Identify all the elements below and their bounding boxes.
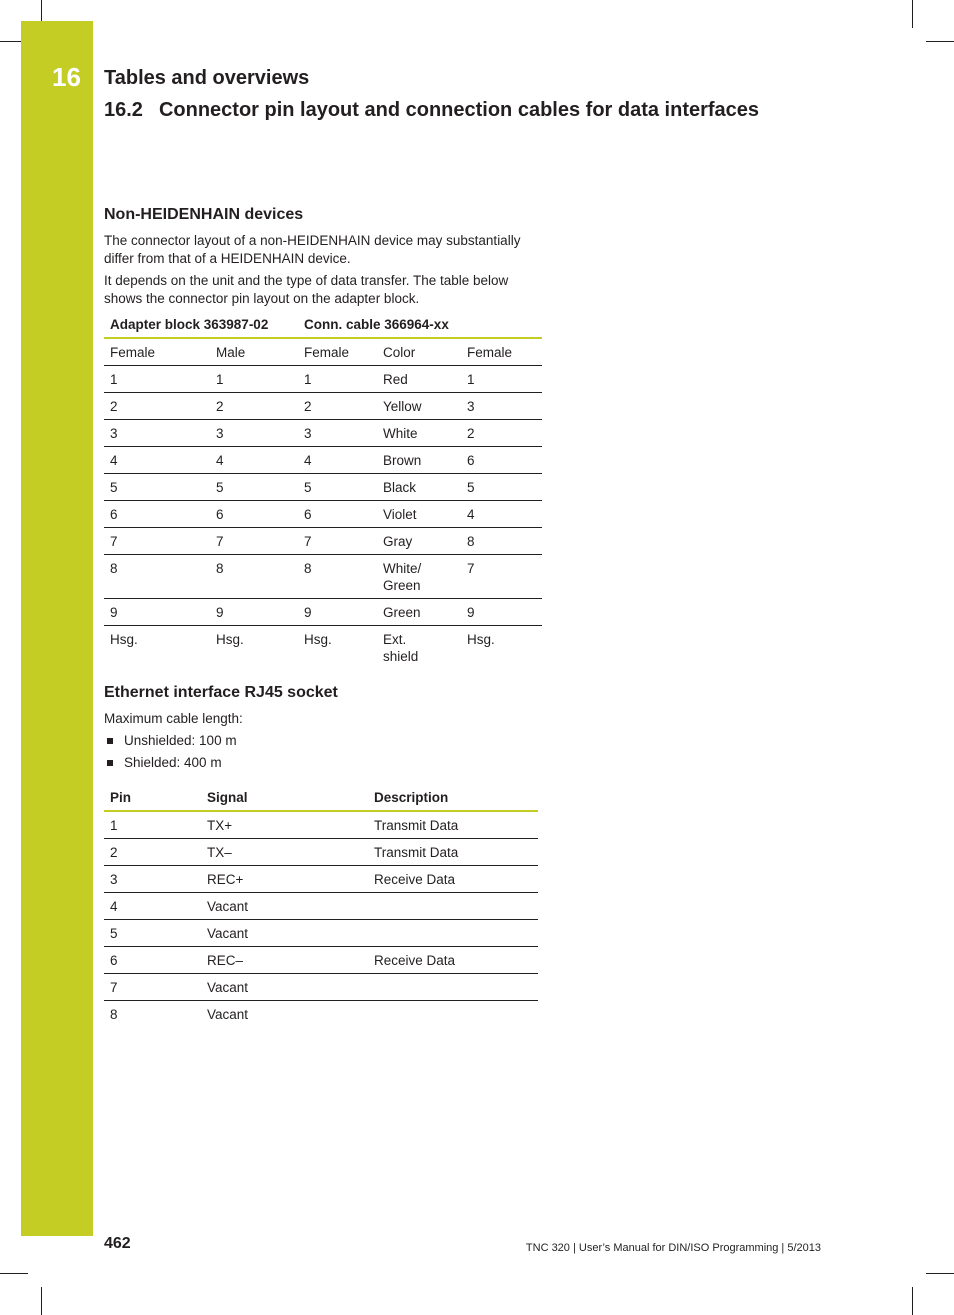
table-cell: 5 <box>461 474 542 501</box>
table-cell: 8 <box>298 555 377 599</box>
table-cell: Transmit Data <box>368 811 538 839</box>
table-cell <box>368 974 538 1001</box>
table-cell: 5 <box>104 920 201 947</box>
table-cell: 8 <box>461 528 542 555</box>
table-row <box>104 920 538 947</box>
table-row <box>104 974 538 1001</box>
table-cell: 8 <box>110 1007 118 1022</box>
paragraph: Maximum cable length: <box>104 711 243 726</box>
table-cell: TX+ <box>201 811 368 839</box>
table-cell: 6 <box>104 947 201 974</box>
table-cell: 8 <box>104 555 210 599</box>
table-cell: White/ Green <box>377 555 461 599</box>
table-cell: 1 <box>104 366 210 393</box>
table-row <box>104 447 542 474</box>
table-cell: 2 <box>104 839 201 866</box>
table-cell: 3 <box>210 420 298 447</box>
table-column-header: Female <box>104 338 210 366</box>
table-cell: Yellow <box>377 393 461 420</box>
table-cell: Brown <box>377 447 461 474</box>
table-group-header: Conn. cable 366964-xx <box>298 311 542 338</box>
section-title-text: Connector pin layout and connection cables for data interfaces <box>158 99 760 121</box>
footer-text: TNC 320 | User’s Manual for DIN/ISO Programming | 5/2013 <box>525 1242 821 1254</box>
table-column-header: Female <box>461 338 542 366</box>
chapter-title: Tables and overviews <box>104 67 310 89</box>
table-cell: 5 <box>210 474 298 501</box>
table-cell: 6 <box>210 501 298 528</box>
list-item <box>104 731 237 753</box>
table-cell: 2 <box>461 420 542 447</box>
list-item <box>104 753 237 775</box>
table-cell: Hsg. <box>110 632 138 647</box>
table-row <box>104 599 542 626</box>
table-column-header: Pin <box>104 784 201 811</box>
table-cell: 2 <box>104 393 210 420</box>
table-cell: Hsg. <box>467 632 495 647</box>
table-cell: 7 <box>104 974 201 1001</box>
bullet-square-icon <box>107 738 113 744</box>
heading-ethernet: Ethernet interface RJ45 socket <box>104 684 338 701</box>
table-cell: Hsg. <box>216 632 244 647</box>
table-cell: 4 <box>461 501 542 528</box>
table-cell: 6 <box>298 501 377 528</box>
table-cell: Red <box>377 366 461 393</box>
table-cell: 2 <box>298 393 377 420</box>
table-cell: 8 <box>210 555 298 599</box>
table-row <box>104 366 542 393</box>
table-cell: 1 <box>298 366 377 393</box>
table-column-header: Female <box>298 338 377 366</box>
table-cell <box>368 1001 538 1028</box>
heading-non-heidenhain: Non-HEIDENHAIN devices <box>104 206 304 223</box>
table-cell: 1 <box>210 366 298 393</box>
table-row <box>104 420 542 447</box>
table-cell: Violet <box>377 501 461 528</box>
table-cell: REC– <box>201 947 368 974</box>
table-row <box>104 947 538 974</box>
table-row <box>104 555 542 599</box>
crop-mark <box>912 1287 913 1315</box>
table-cell: 3 <box>104 420 210 447</box>
adapter-pin-table <box>104 311 542 669</box>
rj45-pin-table <box>104 784 538 1027</box>
table-cell: 7 <box>210 528 298 555</box>
crop-mark <box>926 41 954 42</box>
table-cell: REC+ <box>201 866 368 893</box>
table-cell: 4 <box>104 447 210 474</box>
table-column-header: Male <box>210 338 298 366</box>
table-cell: 3 <box>298 420 377 447</box>
crop-mark <box>41 1287 42 1315</box>
table-column-header: Description <box>368 784 538 811</box>
cable-length-list <box>104 731 237 775</box>
table-cell: White <box>377 420 461 447</box>
table-cell: Green <box>377 599 461 626</box>
table-cell: 3 <box>104 866 201 893</box>
table-cell: Ext. shield <box>383 632 419 664</box>
paragraph: It depends on the unit and the type of data transfer. The table below shows the connector pin layout on the adapter block. <box>104 273 509 306</box>
table-cell: 4 <box>298 447 377 474</box>
table-cell: 7 <box>104 528 210 555</box>
table-cell: 6 <box>104 501 210 528</box>
bullet-square-icon <box>107 760 113 766</box>
table-row <box>104 893 538 920</box>
table-cell: 7 <box>298 528 377 555</box>
table-cell: 6 <box>461 447 542 474</box>
crop-mark <box>912 0 913 28</box>
table-cell: Gray <box>377 528 461 555</box>
table-cell: Receive Data <box>368 866 538 893</box>
table-row <box>104 393 542 420</box>
section-title <box>104 99 759 122</box>
table-column-header: Color <box>377 338 461 366</box>
paragraph: The connector layout of a non-HEIDENHAIN device may substantially differ from that of a HEIDENHAIN device. <box>104 233 521 266</box>
table-cell: 7 <box>461 555 542 599</box>
table-group-header: Adapter block 363987-02 <box>104 311 298 338</box>
chapter-number: 16 <box>52 62 81 92</box>
table-column-header: Signal <box>201 784 368 811</box>
table-cell: 4 <box>210 447 298 474</box>
page-number: 462 <box>104 1235 131 1252</box>
list-item-text: Unshielded: 100 m <box>124 733 237 748</box>
table-cell: 1 <box>104 811 201 839</box>
table-row <box>104 474 542 501</box>
table-cell: Transmit Data <box>368 839 538 866</box>
table-row <box>104 528 542 555</box>
table-cell: 9 <box>210 599 298 626</box>
table-cell: 9 <box>461 599 542 626</box>
table-cell: Vacant <box>201 974 368 1001</box>
table-cell: Hsg. <box>304 632 332 647</box>
crop-mark <box>926 1273 954 1274</box>
table-header-row <box>104 784 538 811</box>
table-row <box>104 1001 538 1028</box>
table-cell: 2 <box>210 393 298 420</box>
table-row <box>104 501 542 528</box>
table-cell: 5 <box>298 474 377 501</box>
table-cell: TX– <box>201 839 368 866</box>
table-cell: Receive Data <box>368 947 538 974</box>
table-cell: Black <box>377 474 461 501</box>
table-cell: 1 <box>461 366 542 393</box>
table-cell: Vacant <box>201 920 368 947</box>
table-row <box>104 338 542 366</box>
table-cell: Vacant <box>201 893 368 920</box>
table-cell: 9 <box>104 599 210 626</box>
table-header-row <box>104 311 542 338</box>
table-cell <box>368 920 538 947</box>
list-item-text: Shielded: 400 m <box>124 755 222 770</box>
table-cell: 3 <box>461 393 542 420</box>
table-row <box>104 811 538 839</box>
table-cell <box>368 893 538 920</box>
table-row <box>104 626 542 670</box>
table-cell: 9 <box>298 599 377 626</box>
table-cell: 5 <box>104 474 210 501</box>
section-number: 16.2 <box>104 99 143 121</box>
crop-mark <box>0 1273 28 1274</box>
table-cell: Vacant <box>207 1007 249 1022</box>
table-cell: 4 <box>104 893 201 920</box>
table-row <box>104 866 538 893</box>
chapter-side-bar <box>21 21 93 1236</box>
table-row <box>104 839 538 866</box>
